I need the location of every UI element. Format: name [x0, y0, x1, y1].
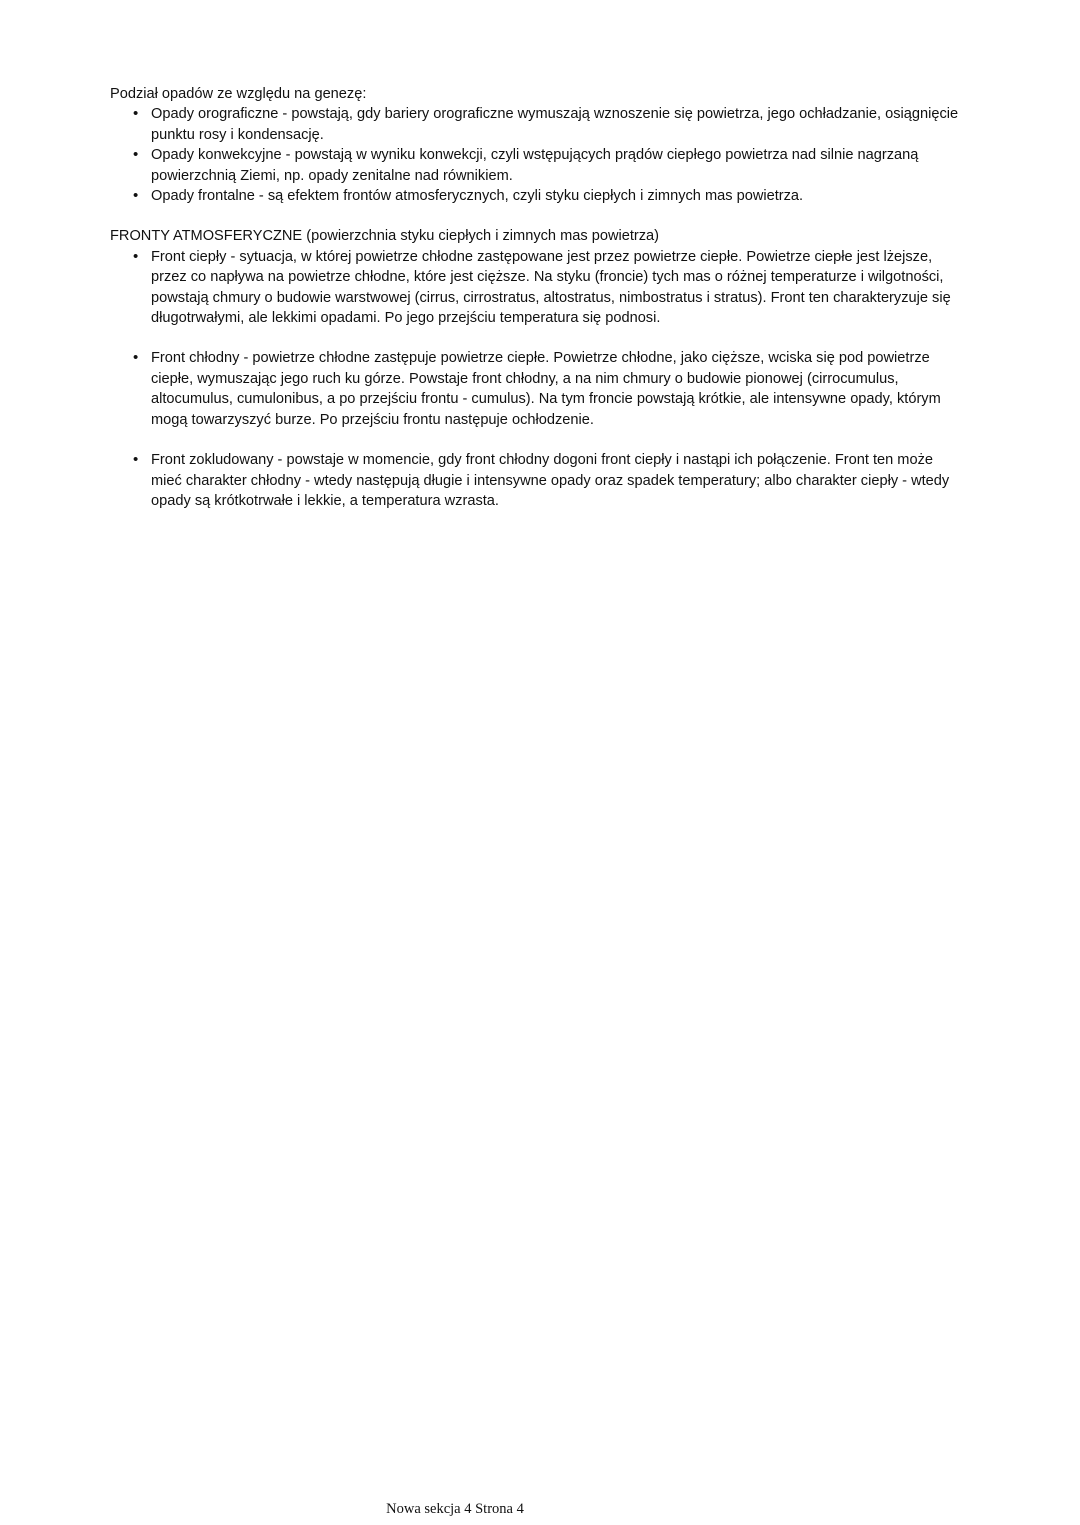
bullet-icon: • [133, 247, 139, 265]
fronts-list [110, 247, 960, 511]
fronts-heading: FRONTY ATMOSFERYCZNE (powierzchnia styku ciepłych i zimnych mas powietrza) [110, 228, 660, 245]
precipitation-heading: Podział opadów ze względu na genezę: [110, 86, 367, 102]
list-item-text: Opady orograficzne - powstają, gdy bariery orograficzne wymuszają wznoszenie się powietrza, jego ochładzanie, osiągnięcie punktu rosy i kondensację. [151, 106, 959, 143]
list-item-text: Opady konwekcyjne - powstają w wyniku konwekcji, czyli wstępujących prądów ciepłego powietrza nad silnie nagrzaną powierzchnią Ziemi, np. opady zenitalne nad równikiem. [151, 147, 919, 184]
document-body [110, 84, 960, 511]
list-item [110, 348, 960, 430]
bullet-icon: • [133, 349, 139, 367]
bullet-icon: • [133, 451, 139, 469]
fronts-section [110, 226, 960, 511]
page-footer: Nowa sekcja 4 Strona 4 [386, 1501, 524, 1517]
list-item-text: Opady frontalne - są efektem frontów atmosferycznych, czyli styku ciepłych i zimnych mas powietrza. [151, 188, 804, 205]
precipitation-list [110, 104, 960, 206]
list-item-text: Front ciepły - sytuacja, w której powietrze chłodne zastępowane jest przez powietrze ciepłe. Powietrze ciepłe jest lżejsze, przez co napływa na powietrze chłodne, które jest cięższe. Na styku (froncie) tych mas o różnej temperaturze i wilgotności, powstają chmury o budowie warstwowej (cirrus, cirrostratus, altostratus, nimbostratus i stratus). Front ten charakteryzuje się długotrwałymi, ale lekkimi opadami. Po jego przejściu temperatura się podnosi. [151, 248, 951, 327]
precipitation-section [110, 84, 960, 206]
list-item [110, 104, 960, 145]
bullet-icon: • [133, 105, 139, 123]
list-item-text: Front zokludowany - powstaje w momencie, gdy front chłodny dogoni front ciepły i nastąpi ich połączenie. Front ten może mieć charakter chłodny - wtedy następują długie i intensywne opady oraz spadek temperatury; albo charakter ciepły - wtedy opady są krótkotrwałe i lekkie, a temperatura wzrasta. [151, 452, 950, 509]
list-item [110, 247, 960, 329]
list-item [110, 186, 960, 206]
bullet-icon: • [133, 187, 139, 205]
list-item-text: Front chłodny - powietrze chłodne zastępuje powietrze ciepłe. Powietrze chłodne, jako cięższe, wciska się pod powietrze ciepłe, wymuszając jego ruch ku górze. Powstaje front chłodny, a na nim chmury o budowie pionowej (cirrocumulus, altocumulus, cumulonibus, a po przejściu frontu - cumulus). Na tym froncie powstają krótkie, ale intensywne opady, którym mogą towarzyszyć burze. Po przejściu frontu następuje ochłodzenie. [151, 350, 941, 428]
list-item [110, 145, 960, 186]
bullet-icon: • [133, 146, 139, 164]
list-item [110, 450, 960, 511]
